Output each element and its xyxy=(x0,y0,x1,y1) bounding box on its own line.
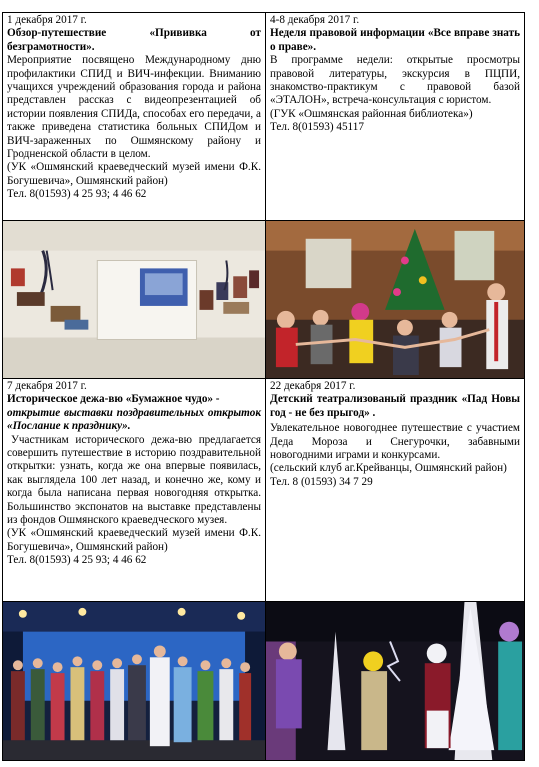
event-description: В программе недели: открытые просмотры правовой литературы, экскурсия в ПЦПИ, знакомство-практикум с правовой базой «ЭТАЛОН», встреча-консультация с юристом. xyxy=(270,54,520,107)
event-title: Историческое дежа-вю «Бумажное чудо» - xyxy=(7,393,220,406)
event-phone: Тел. 8(01593) 45117 xyxy=(270,121,364,134)
event-date: 7 декабря 2017 г. xyxy=(7,380,87,392)
event-phone: Тел. 8 (01593) 34 7 29 xyxy=(270,475,373,488)
round-dance-photo xyxy=(265,220,525,379)
exhibition-image xyxy=(3,221,265,378)
theatre-scene-photo xyxy=(265,601,525,761)
event-description: Мероприятие посвящено Международному дню профилактики СПИД и ВИЧ-инфекции. Вниманию учащихся учреждений образования города и района представлен рассказ с видеопрезентацией об истории появления СПИДа, способах его передачи, а также приведена статистика больных СПИДом и ВИЧ-зараженных по Ошмянскому району и Гродненской области в целом. xyxy=(7,54,261,161)
event-organizer: (сельский клуб аг.Крейванцы, Ошмянский район) xyxy=(270,462,507,475)
event-title: Детский театрализованый праздник «Пад Новы год - не без прыгод» . xyxy=(270,393,520,419)
event-subtitle: открытие выставки поздравительных открыток «Послание к празднику». xyxy=(7,406,261,433)
event-date: 4-8 декабря 2017 г. xyxy=(270,14,360,26)
event-date: 22 декабря 2017 г. xyxy=(270,380,356,392)
event-date: 1 декабря 2017 г. xyxy=(7,14,87,26)
event-card-dec-4-8 xyxy=(265,12,525,221)
stage-performers-image xyxy=(3,602,265,760)
event-card-dec-1 xyxy=(2,12,266,221)
event-phone: Тел. 8(01593) 4 25 93; 4 46 62 xyxy=(7,554,147,567)
event-organizer: (УК «Ошмянский краеведческий музей имени Ф.К. Богушевича», Ошмянский район) xyxy=(7,161,261,187)
event-organizer: (УК «Ошмянский краеведческий музей имени Ф.К. Богушевича», Ошмянский район) xyxy=(7,527,261,553)
theatre-scene-image xyxy=(266,602,524,760)
event-title: Неделя правовой информации «Все вправе знать о праве». xyxy=(270,27,520,53)
event-description: Участникам исторического дежа-вю предлагается совершить путешествие в историю поздравительной открытки: узнать, когда же она впервые появилась, как выглядела 100 лет назад, и конечно же, кому и когда была написана первая новогодняя открытка. Большинство экспонатов на выставке представлены из фондов Ошмянского краеведческого музея. xyxy=(7,433,261,527)
event-organizer: (ГУК «Ошмянская районная библиотека») xyxy=(270,107,473,120)
exhibition-photo xyxy=(2,220,266,379)
event-description: Увлекательное новогоднее путешествие с участием Деда Мороза и Снегурочки, забавными новогодними играми и конкурсами. xyxy=(270,422,520,462)
event-card-dec-7 xyxy=(2,378,266,602)
round-dance-image xyxy=(266,221,524,378)
event-phone: Тел. 8(01593) 4 25 93; 4 46 62 xyxy=(7,188,147,201)
event-title: Обзор-путешествие «Прививка от безграмотности». xyxy=(7,27,261,53)
event-card-dec-22 xyxy=(265,378,525,602)
stage-performers-photo xyxy=(2,601,266,761)
